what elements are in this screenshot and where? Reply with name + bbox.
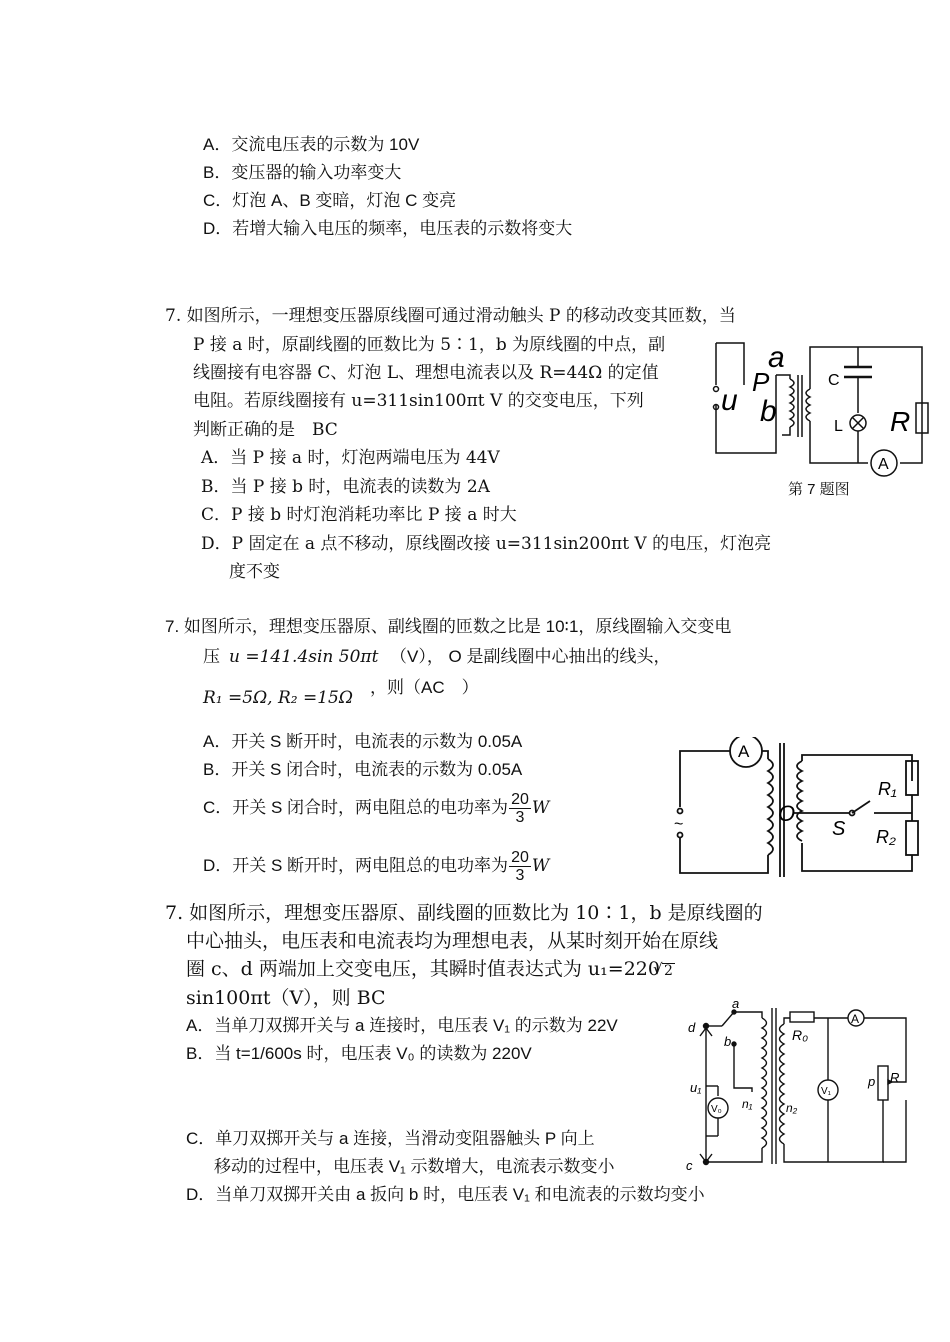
svg-text:A: A (878, 456, 889, 473)
svg-text:A: A (851, 1012, 860, 1026)
q3-option-c-line2: 移动的过程中，电压表 V₁ 示数增大，电流表示数变小 (214, 1157, 615, 1176)
q3-sqrt: √ 2 (662, 963, 675, 978)
q1-stem-line5: 判断正确的是 BC (193, 420, 338, 440)
q3-option-d: D．当单刀双掷开关由 a 扳向 b 时，电压表 V₁ 和电流表的示数均变小 (186, 1185, 705, 1204)
q0-option-d: D．若增大输入电压的频率，电压表的示数将变大 (203, 219, 573, 238)
q2-option-d: D．开关 S 断开时，两电阻总的电功率为 $\frac{20}{3}$ W (203, 849, 550, 884)
q0-option-b: B．变压器的输入功率变大 (203, 163, 402, 182)
q2-voltage-expression: u =141.4sin 50πt (229, 647, 379, 667)
svg-text:L: L (834, 418, 843, 435)
q2-option-c: C．开关 S 闭合时，两电阻总的电功率为 $\frac{20}{3}$ W (203, 791, 550, 826)
svg-text:V₁: V₁ (821, 1086, 832, 1097)
q2-stem-line2-c: （V）， O 是副线圈中心抽出的线头， (390, 647, 671, 666)
q3-option-a: A．当单刀双掷开关与 a 连接时，电压表 V₁ 的示数为 22V (186, 1016, 618, 1035)
q1-stem-line4: 电阻。若原线圈接有 u=311sin100πt V 的交变电压，下列 (193, 391, 644, 411)
svg-text:R: R (890, 406, 911, 437)
svg-text:P: P (752, 367, 770, 397)
svg-text:S: S (832, 818, 846, 840)
q3-stem-line2: 中心抽头，电压表和电流表均为理想电表，从某时刻开始在原线 (186, 930, 719, 952)
svg-text:a: a (768, 341, 785, 374)
q3-stem-line4: sin100πt（V），则 BC (186, 987, 386, 1009)
svg-text:O: O (778, 801, 796, 826)
svg-text:V₀: V₀ (711, 1104, 722, 1115)
q3-stem-line3: 圈 c、d 两端加上交变电压，其瞬时值表达式为 u₁=220√ 2 (186, 956, 675, 982)
svg-text:p: p (868, 1074, 876, 1089)
svg-text:b: b (724, 1034, 732, 1049)
svg-text:u: u (721, 384, 738, 417)
q3-circuit-figure (678, 996, 914, 1172)
svg-text:a: a (732, 996, 740, 1011)
svg-text:b: b (760, 395, 777, 428)
svg-text:R₂: R₂ (876, 827, 896, 847)
q1-option-d-line1: D．P 固定在 a 点不移动，原线圈改接 u=311sin200πt V 的电压，灯泡亮 (201, 534, 772, 554)
q2-stem-line2-a: 压 (203, 647, 220, 666)
q2-resistor-values: R₁ =5Ω, R₂ =15Ω (203, 688, 353, 708)
q2-stem-line3-b: ，则（AC ） (370, 678, 479, 697)
q2-option-d-fraction: $\frac{20}{3}$ (511, 849, 529, 884)
svg-text:~: ~ (674, 816, 684, 833)
q1-stem-line3: 线圈接有电容器 C、灯泡 L、理想电流表以及 R=44Ω 的定值 (193, 363, 659, 383)
q2-option-b: B．开关 S 闭合时，电流表的示数为 0.05A (203, 760, 523, 779)
q0-option-c: C．灯泡 A、B 变暗，灯泡 C 变亮 (203, 191, 457, 210)
q2-option-c-fraction: $\frac{20}{3}$ (511, 791, 529, 826)
svg-text:u₁: u₁ (690, 1080, 702, 1095)
q3-option-c-line1: C．单刀双掷开关与 a 连接，当滑动变阻器触头 P 向上 (186, 1129, 595, 1148)
q1-option-b: B．当 P 接 b 时，电流表的读数为 2A (201, 477, 490, 497)
q1-option-a: A．当 P 接 a 时，灯泡两端电压为 44V (201, 448, 500, 468)
svg-text:d: d (688, 1020, 696, 1035)
svg-text:n₂: n₂ (786, 1101, 798, 1115)
svg-text:c: c (686, 1158, 693, 1172)
q3-option-b: B．当 t=1/600s 时，电压表 V₀ 的读数为 220V (186, 1044, 532, 1063)
q2-circuit-figure (672, 737, 922, 882)
svg-text:A: A (738, 742, 750, 761)
q2-stem-line1: 7. 如图所示，理想变压器原、副线圈的匝数之比是 10∶1，原线圈输入交变电 (165, 617, 732, 636)
q1-option-d-line2: 度不变 (229, 562, 280, 582)
q1-stem-line1: 7. 如图所示，一理想变压器原线圈可通过滑动触头 P 的移动改变其匝数，当 (165, 306, 736, 326)
q1-option-c: C．P 接 b 时灯泡消耗功率比 P 接 a 时大 (201, 505, 517, 525)
svg-text:C: C (828, 372, 840, 389)
q2-option-a: A．开关 S 断开时，电流表的示数为 0.05A (203, 732, 523, 751)
svg-text:R₀: R₀ (792, 1027, 809, 1043)
svg-text:n₁: n₁ (742, 1097, 753, 1111)
svg-text:R₁: R₁ (878, 779, 897, 799)
q1-figure-caption: 第 7 题图 (788, 481, 850, 498)
q3-stem-line1: 7. 如图所示，理想变压器原、副线圈的匝数比为 10∶1，b 是原线圈的 (165, 902, 763, 924)
svg-text:R: R (890, 1070, 900, 1085)
q0-option-a: A．交流电压表的示数为 10V (203, 135, 420, 154)
q1-stem-line2: P 接 a 时，原副线圈的匝数比为 5∶1，b 为原线圈的中点，副 (193, 335, 666, 355)
